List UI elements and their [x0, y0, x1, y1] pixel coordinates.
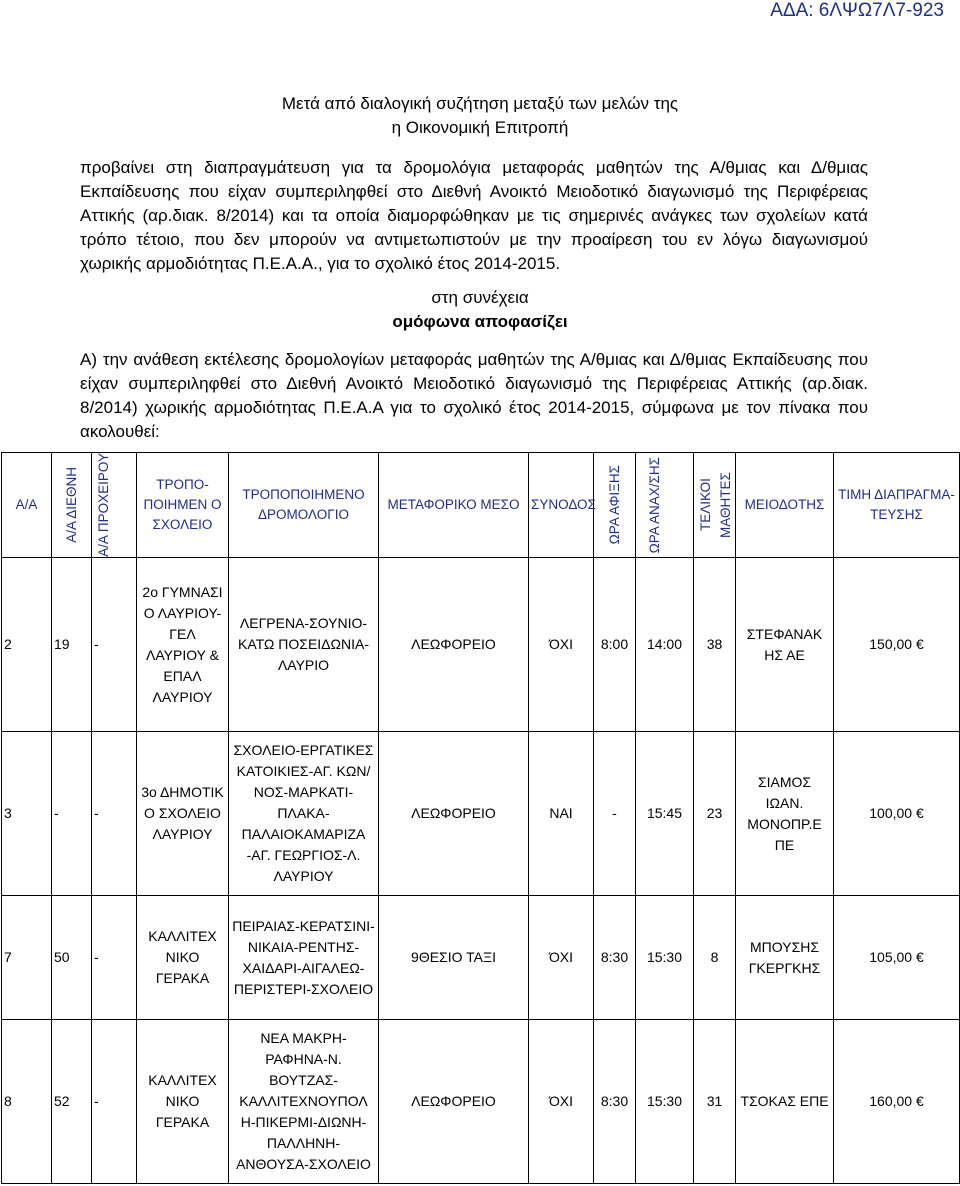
cell-arrive: 14:00 — [636, 558, 694, 732]
cell-price: 150,00 € — [834, 558, 960, 732]
cell-depart: 8:00 — [594, 558, 636, 732]
table-row — [2, 896, 960, 1020]
header-school: ΤΡΟΠΟ-ΠΟΙΗΜΕΝ Ο ΣΧΟΛΕΙΟ — [137, 453, 229, 558]
cell-price: 105,00 € — [834, 896, 960, 1020]
cell-arrive: 15:45 — [636, 732, 694, 896]
routes-table — [1, 452, 960, 1184]
header-price: ΤΙΜΗ ΔΙΑΠΡΑΓΜΑ-ΤΕΥΣΗΣ — [834, 453, 960, 558]
cell-aa-proxeirou: - — [92, 896, 137, 1020]
cell-depart: 8:30 — [594, 1020, 636, 1184]
cell-escort: ΌΧΙ — [529, 1020, 594, 1184]
cell-bidder: ΣΤΕΦΑΝΑΚ ΗΣ ΑΕ — [736, 558, 834, 732]
cell-price: 160,00 € — [834, 1020, 960, 1184]
cell-aa-diethni: 19 — [52, 558, 92, 732]
cell-route: ΣΧΟΛΕΙΟ-ΕΡΓΑΤΙΚΕΣ ΚΑΤΟΙΚΙΕΣ-ΑΓ. ΚΩΝ/ΝΟΣ-ΜΑΡΚΑΤΙ-ΠΛΑΚΑ-ΠΑΛΑΙΟΚΑΜΑΡΙΖΑ -ΑΓ. ΓΕΩΡΓΙΟΣ-Λ. ΛΑΥΡΙΟΥ — [229, 732, 379, 896]
cell-school: ΚΑΛΛΙΤΕΧ ΝΙΚΟ ΓΕΡΑΚΑ — [137, 1020, 229, 1184]
cell-arrive: 15:30 — [636, 896, 694, 1020]
header-aa-proxeirou: Α/Α ΠΡΟΧΕΙΡΟΥ — [92, 453, 137, 558]
cell-route: ΝΕΑ ΜΑΚΡΗ-ΡΑΦΗΝΑ-Ν. ΒΟΥΤΖΑΣ-ΚΑΛΛΙΤΕΧΝΟΥΠΟΛ Η-ΠΙΚΕΡΜΙ-ΔΙΩΝΗ-ΠΑΛΛΗΝΗ-ΑΝΘΟΥΣΑ-ΣΧΟΛΕΙΟ — [229, 1020, 379, 1184]
cell-students: 8 — [694, 896, 736, 1020]
cell-students: 23 — [694, 732, 736, 896]
cell-route: ΠΕΙΡΑΙΑΣ-ΚΕΡΑΤΣΙΝΙ-ΝΙΚΑΙΑ-ΡΕΝΤΗΣ-ΧΑΙΔΑΡΙ-ΑΙΓΑΛΕΩ-ΠΕΡΙΣΤΕΡΙ-ΣΧΟΛΕΙΟ — [229, 896, 379, 1020]
cell-school: 2ο ΓΥΜΝΑΣΙ Ο ΛΑΥΡΙΟΥ-ΓΕΛ ΛΑΥΡΙΟΥ & ΕΠΑΛ ΛΑΥΡΙΟΥ — [137, 558, 229, 732]
continue-text: στη συνέχεια — [431, 288, 529, 307]
table-row — [2, 1020, 960, 1184]
paragraph-assignment: Α) την ανάθεση εκτέλεσης δρομολογίων μεταφοράς μαθητών της Α/θμιας και Δ/θμιας Εκπαίδευσης που είχαν συμπεριληφθεί στο Διεθνή Ανοικτό Μειοδοτικό διαγωνισμό της Περιφέρειας Αττικής (αρ.διακ. 8/2014) χωρικής αρμοδιότητας Π.Ε.Α.Α για το σχολικό έτος 2014-2015, σύμφωνα με τον πίνακα που ακολουθεί: — [80, 350, 868, 441]
header-bidder: ΜΕΙΟΔΟΤΗΣ — [736, 453, 834, 558]
cell-students: 31 — [694, 1020, 736, 1184]
cell-school: 3ο ΔΗΜΟΤΙΚ Ο ΣΧΟΛΕΙΟ ΛΑΥΡΙΟΥ — [137, 732, 229, 896]
header-depart: ΩΡΑ ΑΦΙΞΗΣ — [594, 453, 636, 558]
cell-escort: ΝΑΙ — [529, 732, 594, 896]
header-students: ΤΕΛΙΚΟΙ ΜΑΘΗΤΕΣ — [694, 453, 736, 558]
cell-school: ΚΑΛΛΙΤΕΧ ΝΙΚΟ ΓΕΡΑΚΑ — [137, 896, 229, 1020]
cell-aa: 3 — [2, 732, 52, 896]
table-row — [2, 732, 960, 896]
cell-aa-proxeirou: - — [92, 1020, 137, 1184]
cell-route: ΛΕΓΡΕΝΑ-ΣΟΥΝΙΟ-ΚΑΤΩ ΠΟΣΕΙΔΩΝΙΑ-ΛΑΥΡΙΟ — [229, 558, 379, 732]
cell-escort: ΌΧΙ — [529, 896, 594, 1020]
cell-bidder: ΤΣΟΚΑΣ ΕΠΕ — [736, 1020, 834, 1184]
paragraph-negotiation: προβαίνει στη διαπραγμάτευση για τα δρομολόγια μεταφοράς μαθητών της Α/θμιας και Δ/θμιας Εκπαίδευσης που είχαν συμπεριληφθεί στο Διεθνή Ανοικτό Μειοδοτικό διαγωνισμό της Περιφέρειας Αττικής (αρ.διακ. 8/2014) και τα οποία διαμορφώθηκαν με τις σημερινές ανάγκες των σχολείων κατά τρόπο τέτοιο, που δεν μπορούν να αντιμετωπιστούν με την προαίρεση του εν λόγω διαγωνισμού χωρικής αρμοδιότητας Π.Ε.Α.Α., για το σχολικό έτος 2014-2015. — [80, 158, 868, 273]
header-escort: ΣΥΝΟΔΟΣ — [529, 453, 594, 558]
intro-line-1: Μετά από διαλογική συζήτηση μεταξύ των μελών της — [281, 94, 679, 113]
cell-aa: 7 — [2, 896, 52, 1020]
header-route: ΤΡΟΠΟΠΟΙΗΜΕΝΟ ΔΡΟΜΟΛΟΓΙΟ — [229, 453, 379, 558]
cell-price: 100,00 € — [834, 732, 960, 896]
cell-aa-proxeirou: - — [92, 732, 137, 896]
table-row — [2, 558, 960, 732]
header-vehicle: ΜΕΤΑΦΟΡΙΚΟ ΜΕΣΟ — [379, 453, 529, 558]
table-header-row — [2, 453, 960, 558]
cell-aa-diethni: - — [52, 732, 92, 896]
decision-text: ομόφωνα αποφασίζει — [392, 312, 568, 331]
cell-bidder: ΜΠΟΥΣΗΣ ΓΚΕΡΓΚΗΣ — [736, 896, 834, 1020]
cell-bidder: ΣΙΑΜΟΣ ΙΩΑΝ. ΜΟΝΟΠΡ.Ε ΠΕ — [736, 732, 834, 896]
cell-aa-proxeirou: - — [92, 558, 137, 732]
cell-aa: 2 — [2, 558, 52, 732]
header-arrive: ΩΡΑ ΑΝΑΧ/ΣΗΣ — [636, 453, 694, 558]
ada-stamp: ΑΔΑ: 6ΛΨΩ7Λ7-923 — [770, 0, 944, 21]
header-aa: Α/Α — [2, 453, 52, 558]
cell-vehicle: 9ΘΕΣΙΟ ΤΑΞΙ — [379, 896, 529, 1020]
cell-arrive: 15:30 — [636, 1020, 694, 1184]
cell-vehicle: ΛΕΩΦΟΡΕΙΟ — [379, 1020, 529, 1184]
cell-depart: - — [594, 732, 636, 896]
cell-vehicle: ΛΕΩΦΟΡΕΙΟ — [379, 732, 529, 896]
cell-students: 38 — [694, 558, 736, 732]
cell-depart: 8:30 — [594, 896, 636, 1020]
intro-line-2: η Οικονομική Επιτροπή — [391, 118, 569, 137]
cell-aa-diethni: 52 — [52, 1020, 92, 1184]
cell-aa: 8 — [2, 1020, 52, 1184]
header-aa-diethni: Α/Α ΔΙΕΘΝΗ — [52, 453, 92, 558]
cell-vehicle: ΛΕΩΦΟΡΕΙΟ — [379, 558, 529, 732]
cell-escort: ΌΧΙ — [529, 558, 594, 732]
cell-aa-diethni: 50 — [52, 896, 92, 1020]
